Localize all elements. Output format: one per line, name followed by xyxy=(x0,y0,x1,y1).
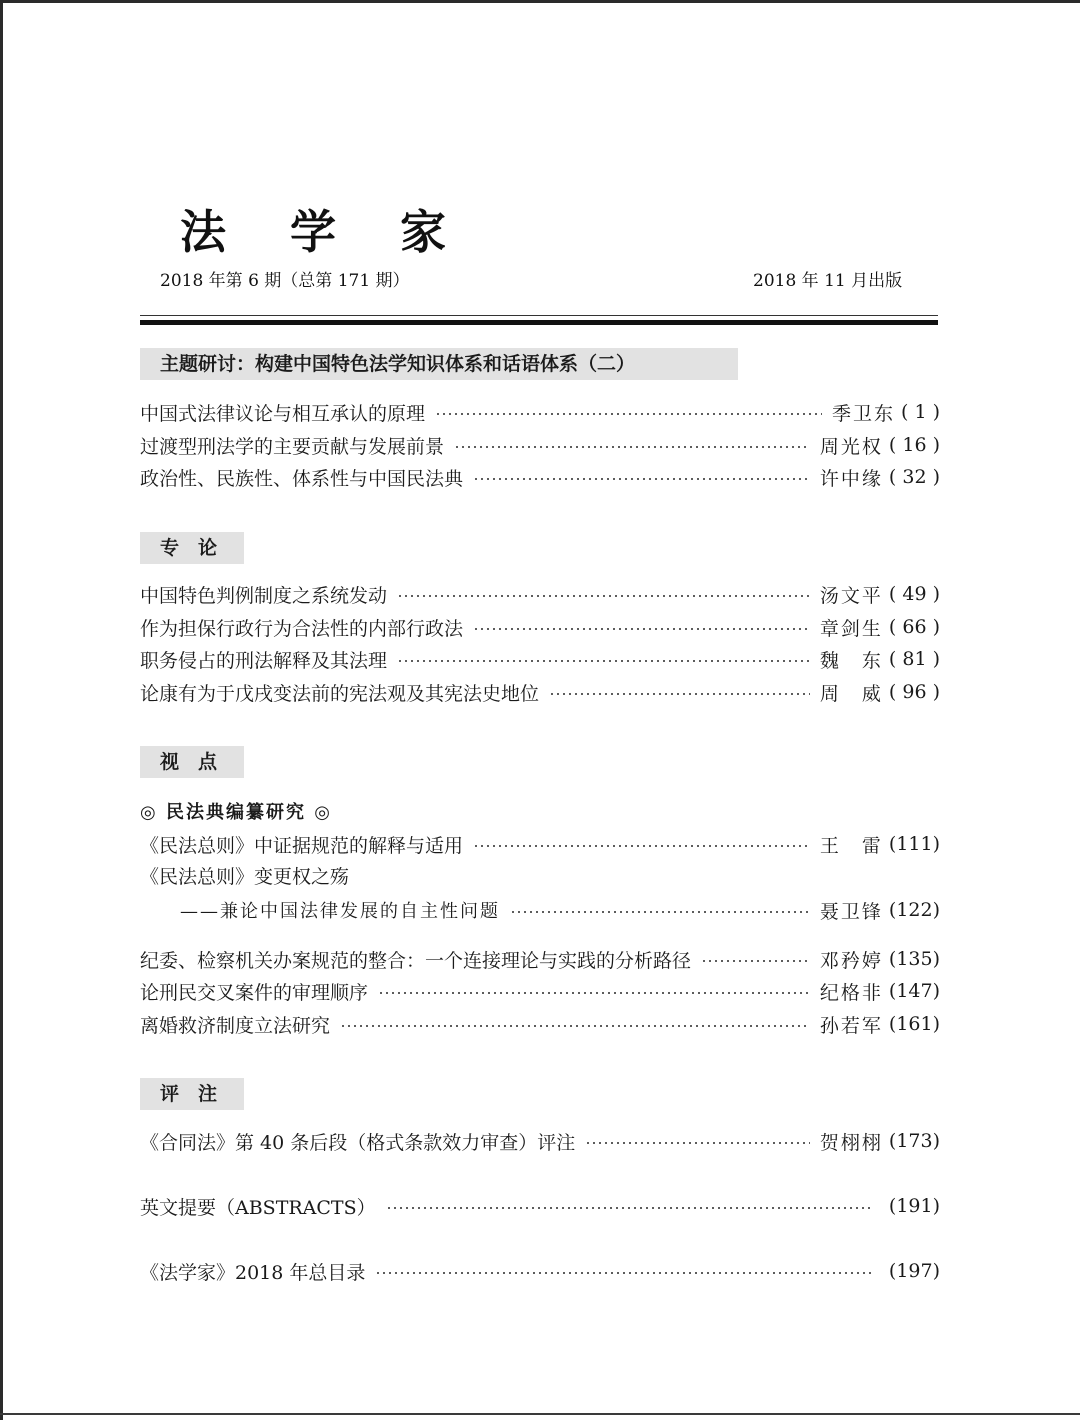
toc-author: 汤文平 xyxy=(819,584,883,607)
toc-entry[interactable] xyxy=(140,643,940,675)
dot-leader xyxy=(454,446,810,448)
toc-entry[interactable] xyxy=(140,461,940,493)
dot-leader xyxy=(397,595,810,597)
toc-page: (197) xyxy=(888,1260,940,1282)
toc-title: 论康有为于戊戌变法前的宪法观及其宪法史地位 xyxy=(140,682,540,705)
toc-author: 聂卫锋 xyxy=(819,900,883,923)
toc-page: ( 49 ) xyxy=(888,583,940,605)
toc-title-multiline[interactable]: 《民法总则》变更权之殇 xyxy=(140,866,350,888)
dot-leader xyxy=(435,413,822,415)
toc-entry[interactable] xyxy=(140,1125,940,1157)
toc-entry[interactable] xyxy=(140,975,940,1007)
dot-leader xyxy=(701,960,810,962)
toc-title: 政治性、民族性、体系性与中国民法典 xyxy=(140,467,464,490)
dot-leader xyxy=(375,1272,873,1274)
header-rule-thick xyxy=(140,320,938,325)
section-header-viewpoints: 视 点 xyxy=(140,746,244,778)
toc-entry[interactable] xyxy=(140,828,940,860)
toc-page: ( 16 ) xyxy=(888,434,940,456)
dot-leader xyxy=(386,1207,873,1209)
toc-entry[interactable] xyxy=(140,894,940,926)
toc-entry-annual-index[interactable] xyxy=(140,1255,940,1287)
toc-title: 《合同法》第 40 条后段（格式条款效力审查）评注 xyxy=(140,1131,576,1154)
toc-page: (135) xyxy=(888,948,940,970)
scan-edge-left xyxy=(0,0,3,1420)
toc-title: 《民法总则》中证据规范的解释与适用 xyxy=(140,834,464,857)
toc-entry[interactable] xyxy=(140,943,940,975)
toc-author: 纪格非 xyxy=(819,981,883,1004)
section-header-theme: 主题研讨：构建中国特色法学知识体系和话语体系（二） xyxy=(140,348,738,380)
dot-leader xyxy=(473,845,810,847)
toc-page: ( 32 ) xyxy=(888,466,940,488)
toc-page: (111) xyxy=(888,833,940,855)
toc-page: ( 81 ) xyxy=(888,648,940,670)
dot-leader xyxy=(340,1025,810,1027)
toc-title: 作为担保行政行为合法性的内部行政法 xyxy=(140,617,464,640)
toc-author: 王 雷 xyxy=(819,834,883,857)
toc-entry[interactable] xyxy=(140,611,940,643)
toc-author: 季卫东 xyxy=(831,402,895,425)
toc-page: (161) xyxy=(888,1013,940,1035)
toc-title: 论刑民交叉案件的审理顺序 xyxy=(140,981,369,1004)
toc-page: (191) xyxy=(888,1195,940,1217)
toc-title: 过渡型刑法学的主要贡献与发展前景 xyxy=(140,435,445,458)
toc-author: 许中缘 xyxy=(819,467,883,490)
toc-page: ( 96 ) xyxy=(888,681,940,703)
toc-entry[interactable] xyxy=(140,676,940,708)
toc-entry-abstracts[interactable] xyxy=(140,1190,940,1222)
scan-edge-top xyxy=(0,0,1080,3)
subsection-civil-code: ◎ 民法典编纂研究 ◎ xyxy=(140,802,332,823)
toc-page: ( 66 ) xyxy=(888,616,940,638)
section-header-special-topics: 专 论 xyxy=(140,532,244,564)
toc-title: 纪委、检察机关办案规范的整合：一个连接理论与实践的分析路径 xyxy=(140,949,692,972)
toc-author: 魏 东 xyxy=(819,649,883,672)
toc-title: 中国式法律议论与相互承认的原理 xyxy=(140,402,426,425)
toc-title: 《法学家》2018 年总目录 xyxy=(140,1261,366,1284)
toc-page: ( 1 ) xyxy=(901,401,940,423)
header-rule-thin xyxy=(140,315,938,316)
dot-leader xyxy=(397,660,810,662)
toc-author: 邓矜婷 xyxy=(819,949,883,972)
issue-info: 2018 年第 6 期（总第 171 期） xyxy=(160,271,410,291)
toc-title: 职务侵占的刑法解释及其法理 xyxy=(140,649,388,672)
toc-author: 贺栩栩 xyxy=(819,1131,883,1154)
toc-entry[interactable] xyxy=(140,396,940,428)
toc-page: (147) xyxy=(888,980,940,1002)
dot-leader xyxy=(473,478,810,480)
toc-author: 周 威 xyxy=(819,682,883,705)
toc-title: 英文提要（ABSTRACTS） xyxy=(140,1196,376,1219)
journal-title: 法 学 家 xyxy=(180,205,471,259)
scan-edge-bottom xyxy=(0,1413,1080,1415)
toc-entry[interactable] xyxy=(140,578,940,610)
section-header-commentary: 评 注 xyxy=(140,1078,244,1110)
toc-subtitle: ——兼论中国法律发展的自主性问题 xyxy=(180,901,500,922)
dot-leader xyxy=(473,628,810,630)
toc-author: 周光权 xyxy=(819,435,883,458)
toc-page: (173) xyxy=(888,1130,940,1152)
toc-author: 章剑生 xyxy=(819,617,883,640)
toc-entry[interactable] xyxy=(140,429,940,461)
dot-leader xyxy=(549,693,810,695)
publication-date: 2018 年 11 月出版 xyxy=(753,271,903,291)
toc-title: 中国特色判例制度之系统发动 xyxy=(140,584,388,607)
toc-title: 离婚救济制度立法研究 xyxy=(140,1014,331,1037)
toc-entry[interactable] xyxy=(140,1008,940,1040)
toc-page: (122) xyxy=(888,899,940,921)
dot-leader xyxy=(378,992,810,994)
dot-leader xyxy=(510,911,810,913)
dot-leader xyxy=(585,1142,810,1144)
toc-author: 孙若军 xyxy=(819,1014,883,1037)
